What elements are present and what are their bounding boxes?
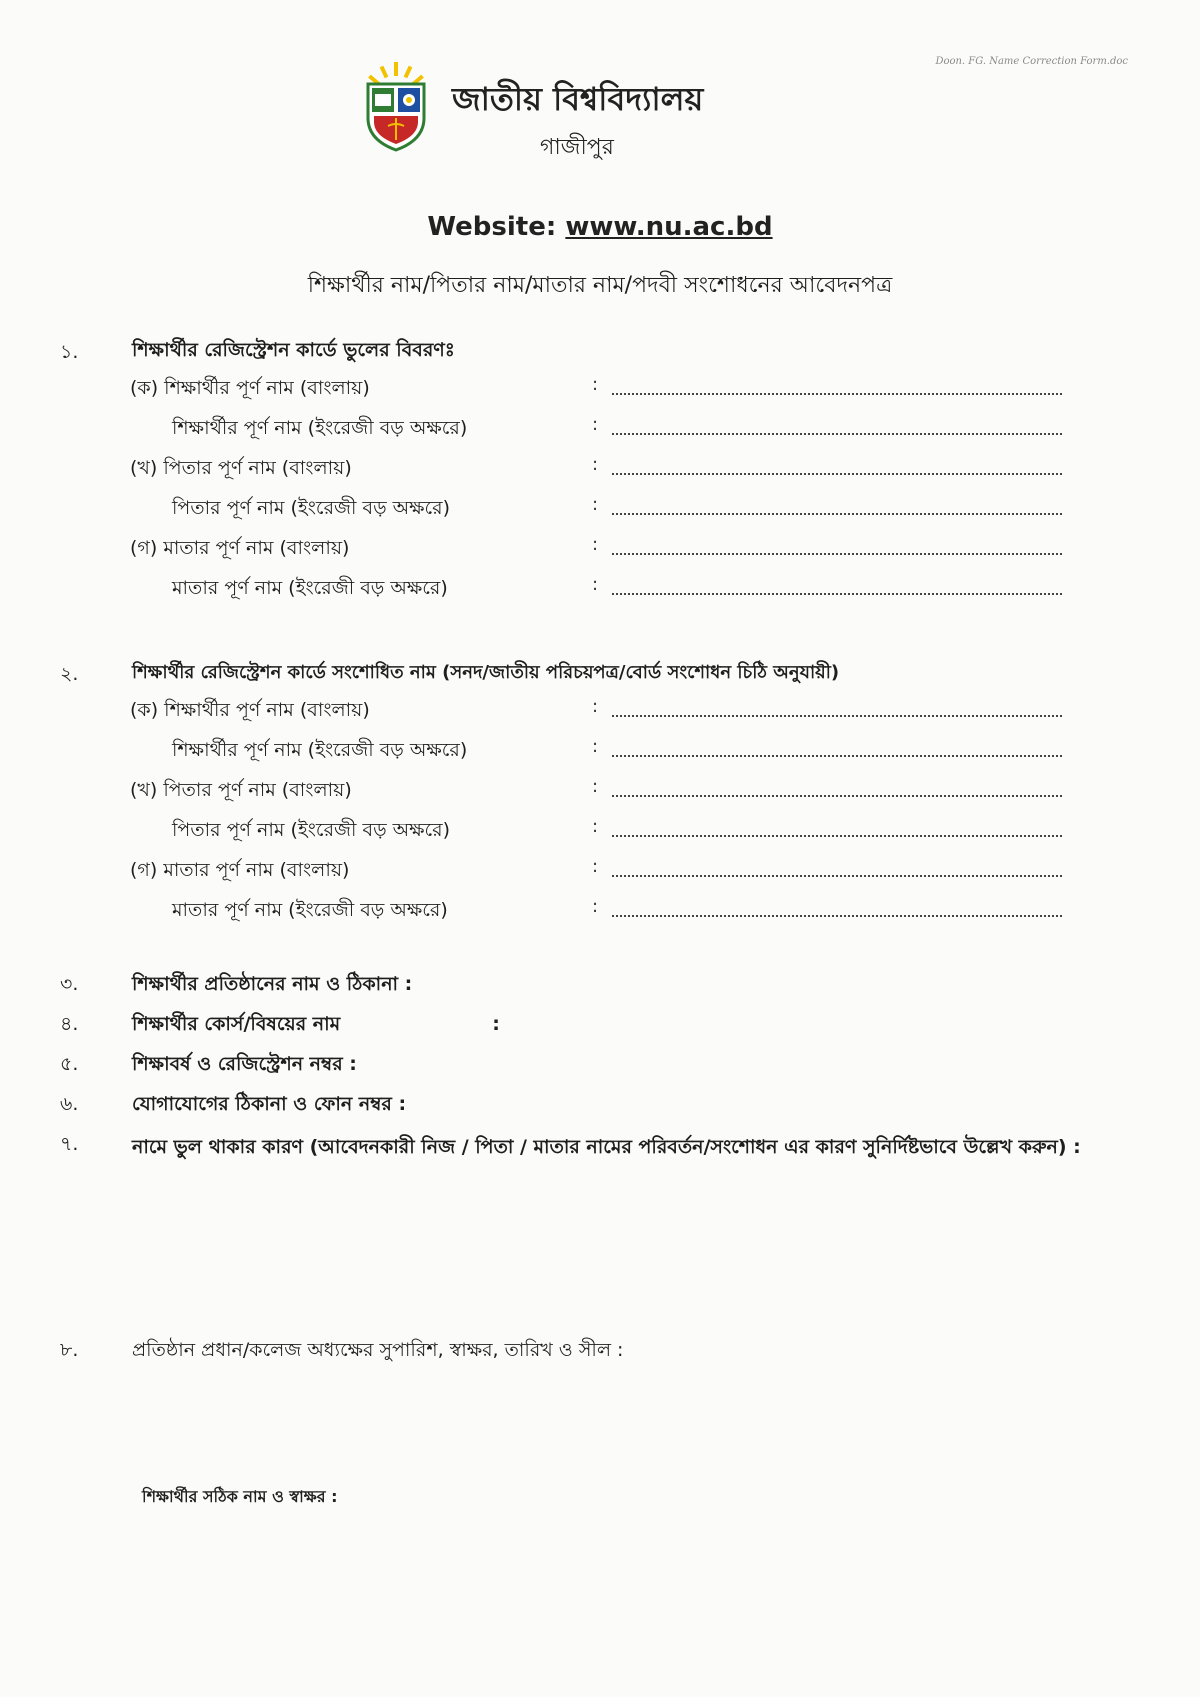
fill-in-line[interactable]: [612, 835, 1062, 837]
field-label: (গ) মাতার পূর্ণ নাম (বাংলায়): [130, 859, 350, 881]
university-city: গাজীপুর: [540, 135, 614, 160]
application-form-page: Doon. FG. Name Correction Form.doc জাতীয় বিশ্ববিদ্যালয় গাজীপুর Website: www.nu.ac.bd শিক্ষার্থীর নাম/পিতার নাম/মাতার নাম/পদবী সংশোধনের আবেদনপত্র ১. শিক্ষার্থীর রেজিস্ট্রেশন কার্ডে ভুলের বিবরণঃ (ক) শিক্ষার্থীর পূর্ণ নাম (বাংলায়) : শিক্ষার্থীর পূর্ণ নাম (ইংরেজী বড় অক্ষরে) : (খ) পিতার পূর্ণ নাম (বাংলায়) : পিতার পূর্ণ নাম (ইংরেজী বড় অক্ষরে) : (গ) মাতার পূর্ণ নাম (বাংলায়) : মাতার পূর্ণ নাম (ইংরেজী বড় অক্ষরে) : ২. শিক্ষার্থীর রেজিস্ট্রেশন কার্ডে সংশোধিত নাম (সনদ/জাতীয় পরিচয়পত্র/বোর্ড সংশোধন চিঠি অনুযায়ী) (ক) শিক্ষার্থীর পূর্ণ নাম (বাংলায়) : শিক্ষার্থীর পূর্ণ নাম (ইংরেজী বড় অক্ষরে) : (খ) পিতার পূর্ণ নাম (বাংলায়) : পিতার পূর্ণ নাম (ইংরেজী বড় অক্ষরে) : (গ) মাতার পূর্ণ নাম (বাংলায়) : মাতার পূর্ণ নাম (ইংরেজী বড় অক্ষরে) : ৩. শিক্ষার্থীর প্রতিষ্ঠানের নাম ও ঠিকানা : ৪. শিক্ষার্থীর কোর্স/বিষয়ের নাম : ৫. শিক্ষাবর্ষ ও রেজিস্ট্রেশন নম্বর : ৬. যোগাযোগের ঠিকানা ও ফোন নম্বর : ৭. নামে ভুল থাকার কারণ (আবেদনকারী নিজ / পিতা / মাতার নামের পরিবর্তন/সংশোধন এর কারণ সুনির্দিষ্টভাবে উল্লেখ করুন) : ৮. প্রতিষ্ঠান প্রধান/কলেজ অধ্যক্ষের সুপারিশ, স্বাক্ষর, তারিখ ও সীল : শিক্ষার্থীর সঠিক নাম ও স্বাক্ষর :: [0, 0, 1200, 1697]
section-2-row-student-name-english: শিক্ষার্থীর পূর্ণ নাম (ইংরেজী বড় অক্ষরে) :: [130, 736, 1060, 766]
section-1-row-father-name-bangla: (খ) পিতার পূর্ণ নাম (বাংলায়) :: [130, 454, 1060, 484]
form-header: [360, 60, 840, 170]
section-2-row-father-name-english: পিতার পূর্ণ নাম (ইংরেজী বড় অক্ষরে) :: [130, 816, 1060, 846]
field-label: (খ) পিতার পূর্ণ নাম (বাংলায়): [130, 779, 352, 801]
section-1-row-student-name-bangla: (ক) শিক্ষার্থীর পূর্ণ নাম (বাংলায়) :: [130, 374, 1060, 404]
fill-in-line[interactable]: [612, 795, 1062, 797]
section-1-number: ১.: [60, 341, 79, 363]
fill-in-line[interactable]: [612, 473, 1062, 475]
section-2-row-mother-name-english: মাতার পূর্ণ নাম (ইংরেজী বড় অক্ষরে) :: [130, 896, 1060, 926]
student-signature-label: শিক্ষার্থীর সঠিক নাম ও স্বাক্ষর :: [142, 1487, 338, 1506]
fill-in-line[interactable]: [612, 553, 1062, 555]
fill-in-line[interactable]: [612, 915, 1062, 917]
fill-in-line[interactable]: [612, 715, 1062, 717]
field-label: শিক্ষার্থীর পূর্ণ নাম (ইংরেজী বড় অক্ষরে): [172, 417, 468, 439]
field-label: পিতার পূর্ণ নাম (ইংরেজী বড় অক্ষরে): [172, 497, 451, 519]
university-logo-icon: [360, 60, 432, 152]
field-label: (ক) শিক্ষার্থীর পূর্ণ নাম (বাংলায়): [130, 699, 370, 721]
field-label: পিতার পূর্ণ নাম (ইংরেজী বড় অক্ষরে): [172, 819, 451, 841]
section-1-row-student-name-english: শিক্ষার্থীর পূর্ণ নাম (ইংরেজী বড় অক্ষরে) :: [130, 414, 1060, 444]
field-label: (গ) মাতার পূর্ণ নাম (বাংলায়): [130, 537, 350, 559]
section-1-row-mother-name-english: মাতার পূর্ণ নাম (ইংরেজী বড় অক্ষরে) :: [130, 574, 1060, 604]
field-label: মাতার পূর্ণ নাম (ইংরেজী বড় অক্ষরে): [172, 577, 448, 599]
field-label: শিক্ষার্থীর পূর্ণ নাম (ইংরেজী বড় অক্ষরে): [172, 739, 468, 761]
website-label: Website:: [427, 212, 557, 242]
file-reference: Doon. FG. Name Correction Form.doc: [935, 56, 1128, 67]
fill-in-line[interactable]: [612, 875, 1062, 877]
section-2-row-father-name-bangla: (খ) পিতার পূর্ণ নাম (বাংলায়) :: [130, 776, 1060, 806]
section-1-row-mother-name-bangla: (গ) মাতার পূর্ণ নাম (বাংলায়) :: [130, 534, 1060, 564]
field-label: (ক) শিক্ষার্থীর পূর্ণ নাম (বাংলায়): [130, 377, 370, 399]
fill-in-line[interactable]: [612, 593, 1062, 595]
form-title: শিক্ষার্থীর নাম/পিতার নাম/মাতার নাম/পদবী সংশোধনের আবেদনপত্র: [307, 273, 893, 298]
section-2-row-student-name-bangla: (ক) শিক্ষার্থীর পূর্ণ নাম (বাংলায়) :: [130, 696, 1060, 726]
field-label: (খ) পিতার পূর্ণ নাম (বাংলায়): [130, 457, 352, 479]
section-1-heading: শিক্ষার্থীর রেজিস্ট্রেশন কার্ডে ভুলের বিবরণঃ: [132, 339, 455, 361]
university-name: জাতীয় বিশ্ববিদ্যালয়: [452, 80, 704, 118]
website-link[interactable]: www.nu.ac.bd: [565, 212, 773, 242]
section-1-row-father-name-english: পিতার পূর্ণ নাম (ইংরেজী বড় অক্ষরে) :: [130, 494, 1060, 524]
website-line: [0, 212, 1200, 242]
fill-in-line[interactable]: [612, 513, 1062, 515]
section-2-number: ২.: [60, 663, 79, 685]
section-2-row-mother-name-bangla: (গ) মাতার পূর্ণ নাম (বাংলায়) :: [130, 856, 1060, 886]
fill-in-line[interactable]: [612, 755, 1062, 757]
section-2-heading: শিক্ষার্থীর রেজিস্ট্রেশন কার্ডে সংশোধিত নাম (সনদ/জাতীয় পরিচয়পত্র/বোর্ড সংশোধন চিঠি অনুযায়ী): [132, 662, 840, 683]
fill-in-line[interactable]: [612, 393, 1062, 395]
fill-in-line[interactable]: [612, 433, 1062, 435]
field-label: মাতার পূর্ণ নাম (ইংরেজী বড় অক্ষরে): [172, 899, 448, 921]
